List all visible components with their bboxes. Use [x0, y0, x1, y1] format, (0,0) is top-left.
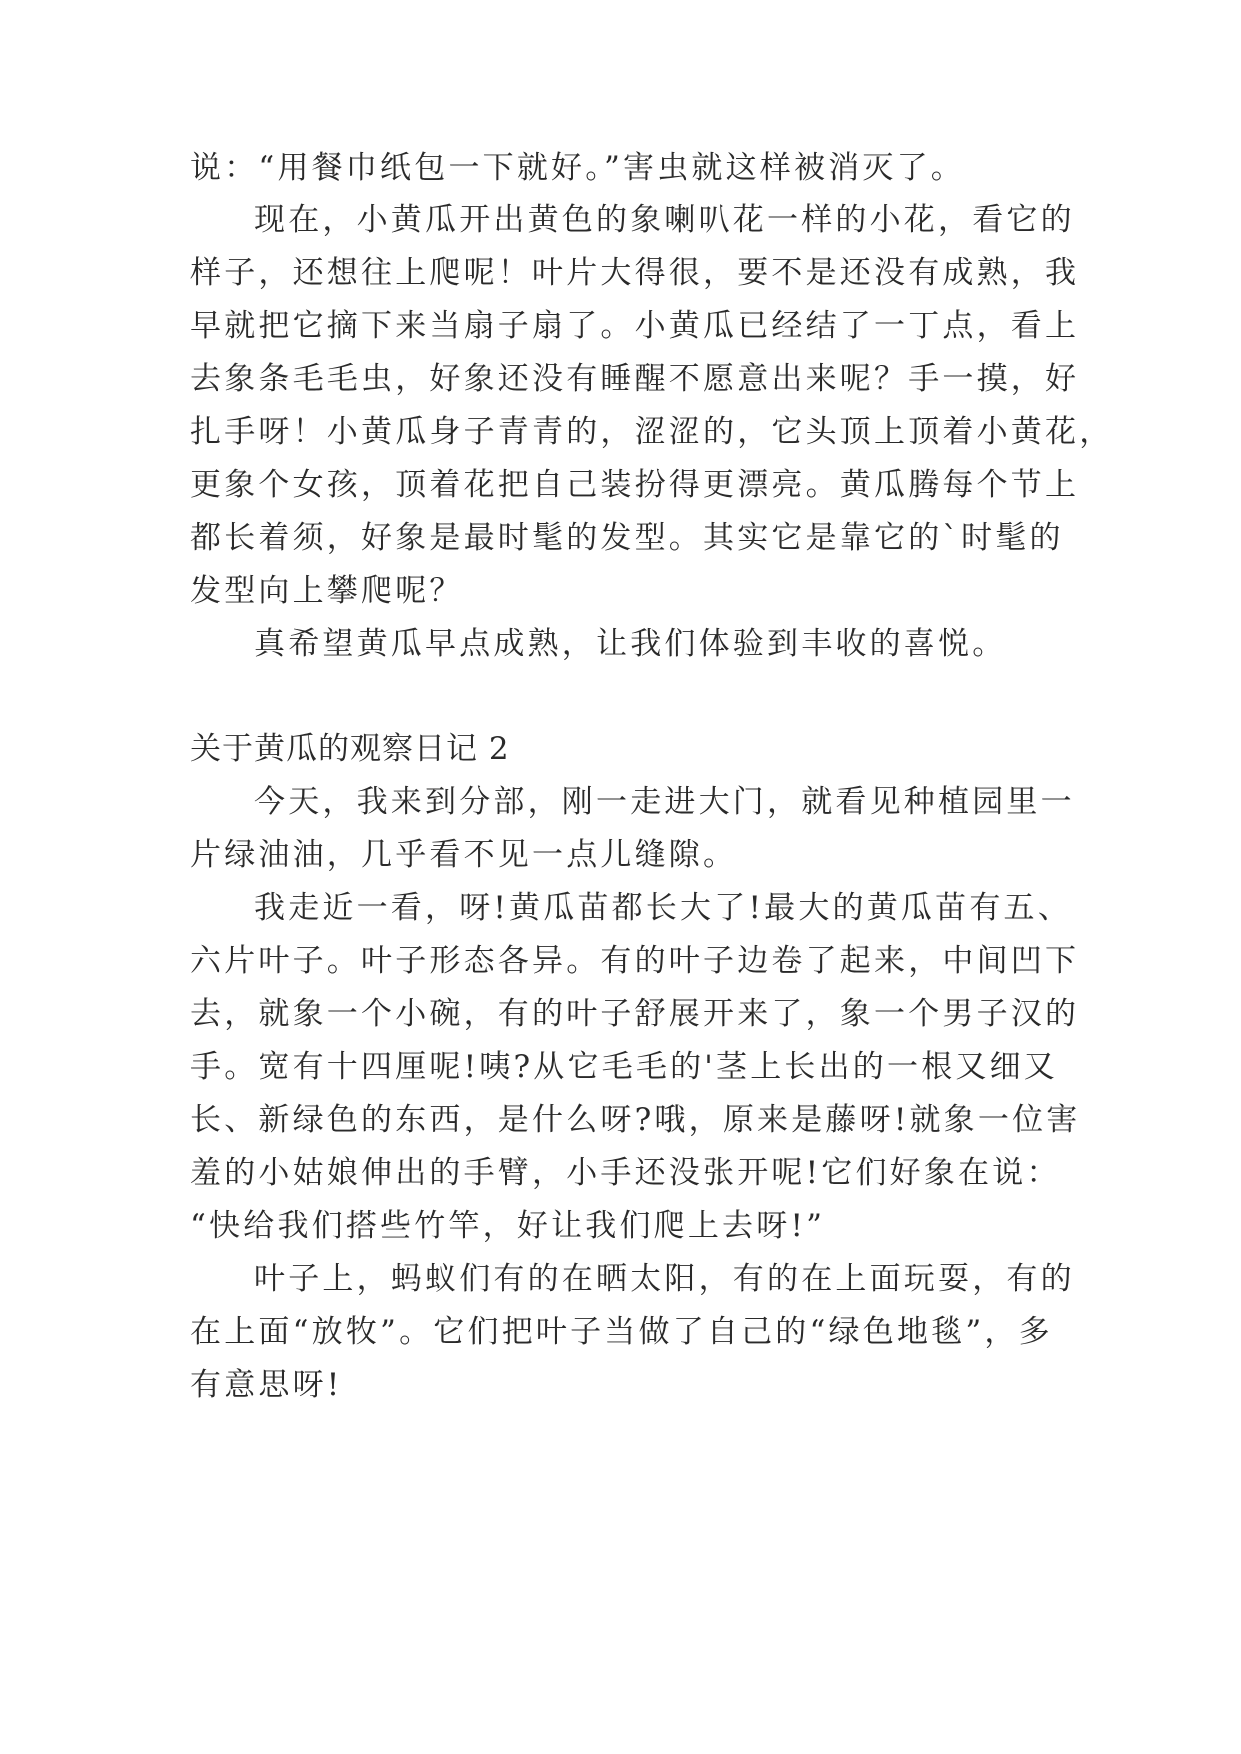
text-line: 现在，小黄瓜开出黄色的象喇叭花一样的小花，看它的: [254, 202, 1075, 238]
text-line: 都长着须，好象是最时髦的发型。其实它是靠它的`时髦的: [190, 520, 1064, 556]
text-line: 说：“用餐巾纸包一下就好。”害虫就这样被消灭了。: [190, 150, 965, 186]
text-line: 片绿油油，几乎看不见一点儿缝隙。: [190, 837, 738, 873]
text-line: 扎手呀！小黄瓜身子青青的，涩涩的，它头顶上顶着小黄花，: [190, 414, 1114, 450]
text-line: 叶子上，蚂蚁们有的在晒太阳，有的在上面玩耍，有的: [254, 1261, 1075, 1297]
text-line: 样子，还想往上爬呢！叶片大得很，要不是还没有成熟，我: [190, 255, 1080, 291]
text-line: 手。宽有十四厘呢!咦?从它毛毛的'茎上长出的一根又细又: [190, 1049, 1058, 1085]
text-line: 我走近一看，呀!黄瓜苗都长大了!最大的黄瓜苗有五、: [254, 890, 1072, 926]
text-line: 在上面“放牧”。它们把叶子当做了自己的“绿色地毯”，多: [190, 1314, 1053, 1350]
text-line: 早就把它摘下来当扇子扇了。小黄瓜已经结了一丁点，看上: [190, 308, 1080, 344]
text-line: 有意思呀!: [190, 1367, 343, 1403]
text-line: “快给我们搭些竹竿，好让我们爬上去呀!”: [190, 1208, 826, 1244]
text-line: 更象个女孩，顶着花把自己装扮得更漂亮。黄瓜腾每个节上: [190, 467, 1080, 503]
text-line: 羞的小姑娘伸出的手臂，小手还没张开呢!它们好象在说：: [190, 1155, 1061, 1191]
section-title: 关于黄瓜的观察日记 2: [190, 731, 510, 767]
text-line: 六片叶子。叶子形态各异。有的叶子边卷了起来，中间凹下: [190, 943, 1080, 979]
text-line: 发型向上攀爬呢？: [190, 573, 464, 609]
text-line: 长、新绿色的东西，是什么呀?哦，原来是藤呀!就象一位害: [190, 1102, 1081, 1138]
text-line: 去象条毛毛虫，好象还没有睡醒不愿意出来呢？手一摸，好: [190, 361, 1080, 397]
text-line: 去，就象一个小碗，有的叶子舒展开来了，象一个男子汉的: [190, 996, 1080, 1032]
text-line: 今天，我来到分部，刚一走进大门，就看见种植园里一: [254, 784, 1075, 820]
text-line: 真希望黄瓜早点成熟，让我们体验到丰收的喜悦。: [254, 626, 1007, 662]
